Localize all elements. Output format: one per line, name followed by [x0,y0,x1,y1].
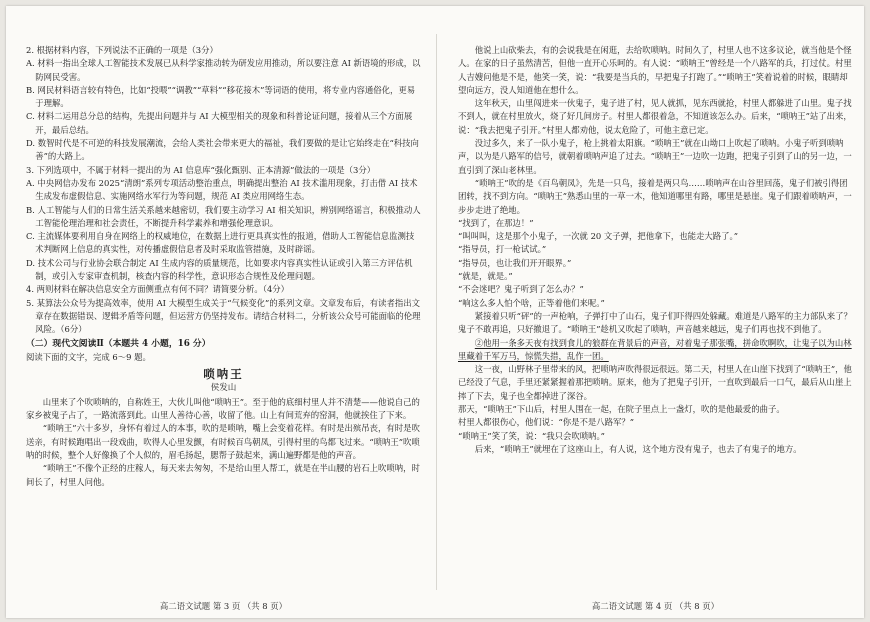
page3-paragraph-11: 5. 某算法公众号为提高效率，使用 AI 大模型生成关于“气候变化”的系列文章。文章发布后，有读者指出文章存在数据错误、逻辑矛盾等问题，但运营方仍坚持发布。请结合材料二，分析该公众号可能面临的伦理风险。（6分） [26,297,421,335]
page4-paragraph-7: “指导员，也让我们开开眼界。” [458,257,572,268]
page3-paragraph-3: C. 材料二运用总分总的结构，先提出问题并与 AI 大模型相关的现象和科普论证问题，接着从三个方面展开，最后总结。 [26,111,413,135]
page4-paragraph-11: 紧接着只听“砰”的一声枪响，子弹打中了山石，鬼子们吓得四处躲藏。难道是八路军的主力部队来了？鬼子不敢再追，只好撤退了。“唢呐王”趁机又吹起了唢呐，声音越来越远，鬼子们再也找不到他了。 [458,310,852,335]
page3-paragraph-2: B. 网民材料语言较有特色，比如“投喂”“调教”“草料”“移花接木”等词语的使用，将专业内容通俗化，更易于理解。 [26,84,416,109]
page3-paragraph-6: A. 中央网信办发布 2025“清朗”系列专项活动整治重点，明确提出整治 AI 技术滥用现象，打击借 AI 技术生成发布虚假信息、实施网络水军行为等问题，规范 AI 类应用网络生态。 [26,177,418,202]
page3-paragraph-17: “唢呐王”六十多岁，身怀有着过人的本事，吹的是唢呐，嘴上会变着花样。有时是出殡吊丧，有时是吹送亲，有时候跑唱出一段戏曲，吹得人心里发颤，有时候百鸟朝凤，引得村里的鸟都飞过来。“唢呐王”吹唢呐的时候，整个人好像换了个人似的，眉毛扬起，腮帮子鼓起来，满山遍野都是他的声音。 [26,423,420,461]
page3-paragraph-13: 阅读下面的文字，完成 6～9 题。 [26,351,151,362]
page4-paragraph-9: “不会迷吧？鬼子听到了怎么办？” [458,284,584,295]
page3-paragraph-16: 山里来了个吹唢呐的，自称姓王，大伙儿叫他“唢呐王”。至于他的底细村里人并不清楚——他说自己的家乡被鬼子占了，一路流落到此。山里人善待心善，收留了他。山上有间荒弃的窑洞，他就挨住了下来。 [26,396,420,421]
page4-paragraph-10: “响这么多人怕个啥，正等着他们来呢。” [458,297,605,308]
page4-paragraph-8: “就是，就是。” [458,271,513,282]
page-divider [436,34,437,590]
page4-paragraph-5: “叫叫叫，这是那个小鬼子，一次就 20 文子弹，把他拿下，也能走大路了。” [458,231,738,242]
page-4-content [458,44,853,592]
page3-paragraph-12: （二）现代文阅读Ⅱ（本题共 4 小题，16 分） [26,338,211,349]
page4-paragraph-3: “唢呐王”吹的是《百鸟朝凤》，先是一只鸟，接着是两只鸟……唢呐声在山谷里回荡，鬼子们被引得团团转，找不到方向。“唢呐王”熟悉山里的一草一木，他知道哪里有路，哪里是悬崖。鬼子们跟着唢呐声，一步步走进了绝地。 [458,177,852,215]
page3-paragraph-4: D. 数智时代是不可逆的科技发展潮流，会给人类社会带来更大的福祉，我们要做的是让它始终走在“科技向善”的大路上。 [26,138,419,162]
page4-paragraph-14: 那天，“唢呐王”下山后，村里人围在一起，在院子里点上一盏灯，吹的是他最爱的曲子。 [458,404,785,415]
page3-paragraph-0: 2. 根据材料内容，下列说法不正确的一项是（3分） [26,45,218,55]
page4-paragraph-2: 没过多久，来了一队小鬼子，枪上挑着太阳旗。“唢呐王”就在山坳口上吹起了唢呐。小鬼子听到唢呐声，以为是八路军的信号，就朝着唢呐声追了过去。“唢呐王”一边吹一边跑，把鬼子引到了山的另一边，一直引到了深山老林里。 [458,138,852,175]
page4-paragraph-13: 这一夜，山野林子里带来的风，把唢呐声吹得很远很远。第二天，村里人在山崖下找到了“唢呐王”，他已经没了气息，手里还紧紧握着那把唢呐。原来，他为了把鬼子引开，一直吹到最后一口气，最后从山崖上摔了下去，鬼子也全都掉进了深谷。 [458,364,852,401]
page4-paragraph-4: “找到了，在那边！” [458,217,534,228]
page3-paragraph-10: 4. 两则材料在解决信息安全方面侧重点有何不同？请简要分析。（4分） [26,284,290,295]
page4-paragraph-17: 后来，“唢呐王”就埋在了这座山上，有人说，这个地方没有鬼子，也去了有鬼子的地方。 [474,443,802,454]
page4-paragraph-12: ②他用一条多天夜有找到食儿的狼群在背景后的声音，对着鬼子那张嘴，拼命吹啊吹，让鬼子以为山林里藏着千军万马，惊慌失措，乱作一团。 [458,337,852,361]
page4-paragraph-1: 这年秋天，山里闯进来一伙鬼子，鬼子进了村，见人就抓，见东西就抢，村里人都躲进了山里。鬼子找不到人，就在村里放火，烧了好几间房子。村里人都很着急，不知道该怎么办。后来，“唢呐王”站了出来，说：“我去把鬼子引开。”村里人都劝他，说太危险了，可他主意已定。 [458,98,852,135]
page3-paragraph-9: D. 技术公司与行业协会联合制定 AI 生成内容的质量规范，比如要求内容真实性认证或引入第三方评估机制，或引入专家审查机制，核查内容的科学性，意识形态合规性及伦理问题。 [26,257,413,282]
page4-paragraph-0: 他说上山砍柴去，有的会说我是在闲逛，去给吹唢呐。时间久了，村里人也不这多议论，就当他是个怪人。在家的日子虽然清苦，但他一直开心乐呵的。有人说：“唢呐王”曾经是一个八路军的兵，打过仗。村里人吉嫂问他是不是，他笑一笑，说：“我要是当兵的，早把鬼子打跑了。”“唢呐王”笑着说着的时候，眼睛却望向远方，没人知道他在想什么。 [458,45,852,95]
page3-paragraph-14: 唢呐王 [203,366,244,381]
page-3-content [26,44,421,592]
page3-paragraph-18: “唢呐王”不像个正经的庄稼人，每天来去匆匆，不是给山里人帮工，就是在半山腰的岩石上吹唢呐，时间长了，村里人问他。 [26,463,420,487]
page4-paragraph-6: “指导员，打一枪试试。” [458,244,547,255]
page3-paragraph-5: 3. 下列选项中，不属于材料一提出的为 AI 信息库“强化甄别、正本清源”做法的一项是（3分） [26,164,376,175]
footer-page-4: 高二语文试题 第 4 页 （共 8 页） [591,601,720,611]
page4-paragraph-16: “唢呐王”笑了笑，说：“我只会吹唢呐。” [458,430,605,441]
page3-paragraph-1: A. 材料一指出全球人工智能技术发展已从科学家推动转为研发应用推动，所以要注意 AI 新语境的形成，以防网民受害。 [26,58,421,82]
page3-paragraph-7: B. 人工智能与人们的日常生活关系越来越密切，我们要主动学习 AI 相关知识，辨别网络谣言，积极推动人工智能伦理治理和社会责任，不断提升科学素养和增强伦理意识。 [26,204,421,228]
page3-paragraph-8: C. 主流媒体要利用自身在网络上的权威地位，在数据上进行更具真实性的报道，借助人工智能信息监测技术判断网上信息的真实性，对传播虚假信息者及时采取监管措施，及时辟谣。 [26,231,415,255]
page3-paragraph-15: 侯发山 [210,382,237,393]
exam-sheet [6,6,864,618]
footer-page-3: 高二语文试题 第 3 页 （共 8 页） [159,601,288,611]
page4-paragraph-15: 村里人都很伤心，他们说：“你是不是八路军？” [458,417,635,428]
